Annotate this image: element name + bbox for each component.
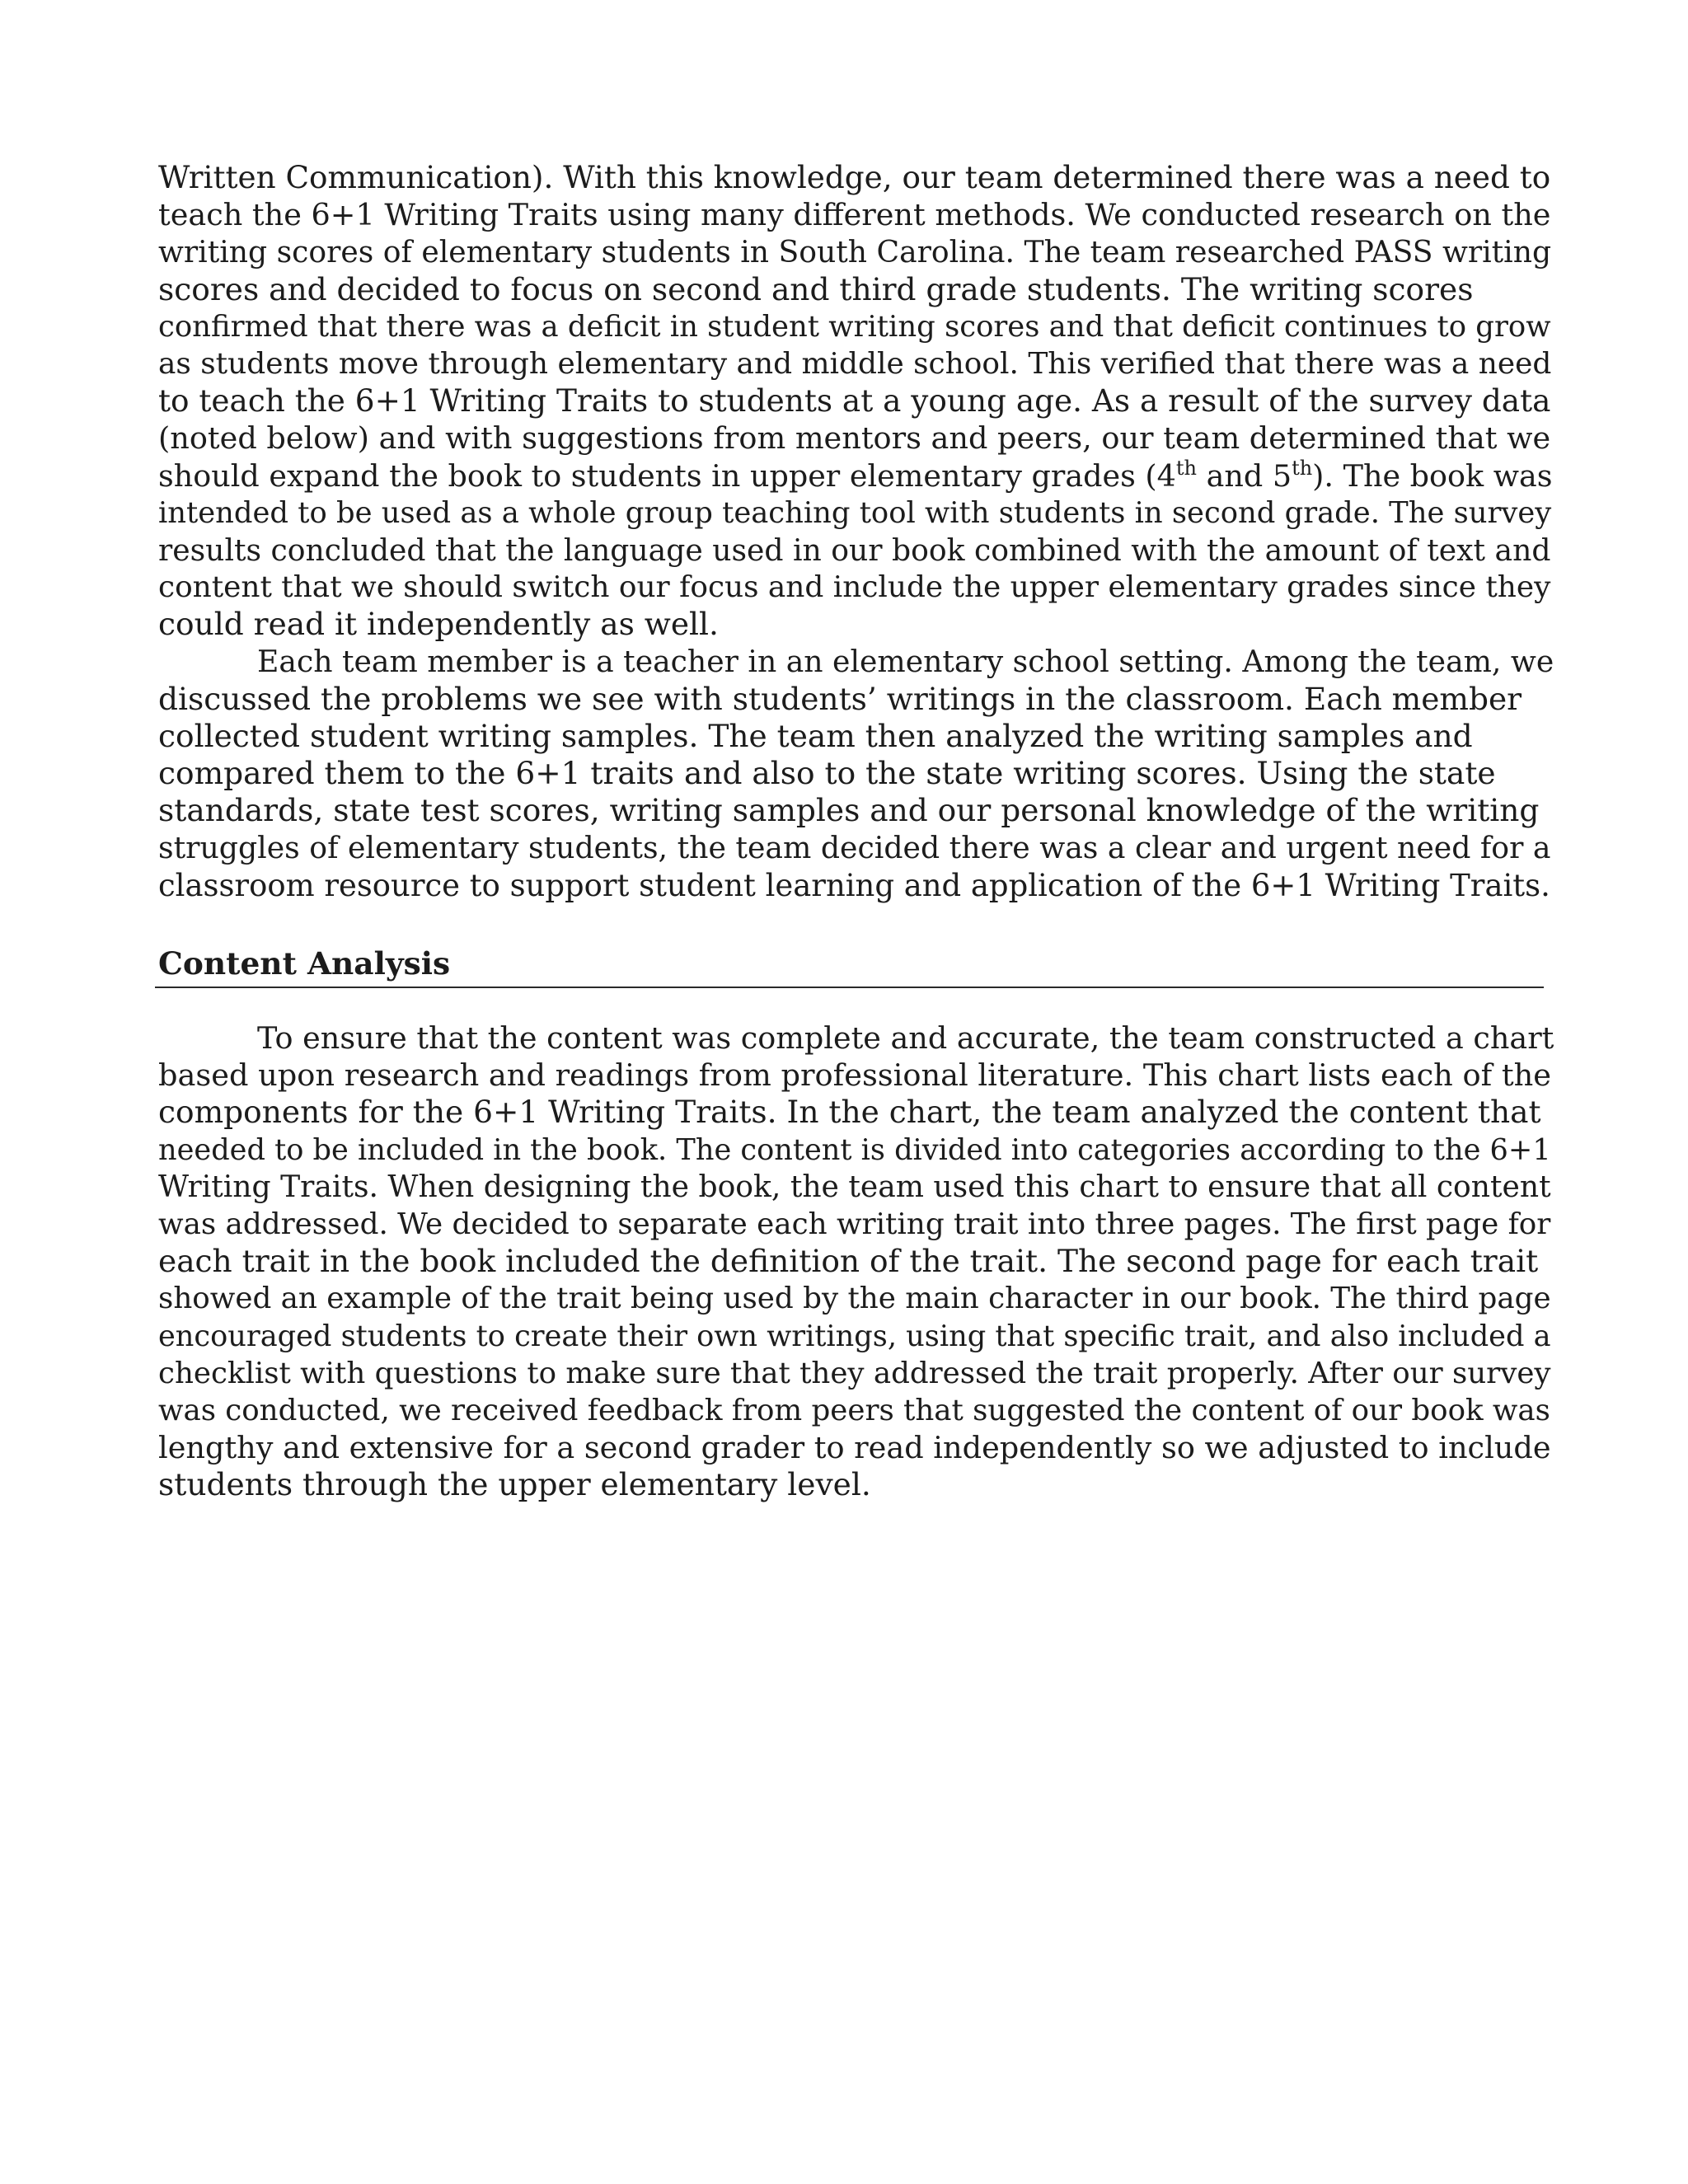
text-fragment: should expand the book to students in upper elementary grades (4 — [158, 457, 1176, 494]
text-line: (noted below) and with suggestions from mentors and peers, our team determined that we — [158, 420, 1551, 457]
text-line: Writing Traits. When designing the book, the team used this chart to ensure that all content — [158, 1169, 1551, 1204]
text-line: results concluded that the language used in our book combined with the amount of text and — [158, 532, 1551, 568]
text-line: content that we should switch our focus and include the upper elementary grades since they — [158, 570, 1551, 605]
text-line: encouraged students to create their own writings, using that specific trait, and also included a — [158, 1319, 1551, 1353]
superscript-ordinal: th — [1292, 456, 1313, 480]
text-line: checklist with questions to make sure that they addressed the trait properly. After our survey — [158, 1356, 1551, 1390]
text-line: Each team member is a teacher in an elementary school setting. Among the team, we — [257, 644, 1554, 680]
text-line: intended to be used as a whole group teaching tool with students in second grade. The survey — [158, 495, 1552, 530]
text-line: Written Communication). With this knowledge, our team determined there was a need to — [158, 159, 1551, 195]
text-line: scores and decided to focus on second and third grade students. The writing scores — [158, 270, 1474, 307]
text-line: writing scores of elementary students in South Carolina. The team researched PASS writing — [158, 234, 1552, 270]
text-line: compared them to the 6+1 traits and also to the state writing scores. Using the state — [158, 755, 1496, 791]
body-text-content-analysis — [158, 1019, 1554, 1503]
body-text-section-1 — [158, 159, 1554, 904]
text-line: standards, state test scores, writing samples and our personal knowledge of the writing — [158, 792, 1540, 829]
text-line: was addressed. We decided to separate each writing trait into three pages. The first page for — [158, 1207, 1551, 1241]
superscript-ordinal: th — [1175, 456, 1197, 480]
text-line: showed an example of the trait being used by the main character in our book. The third page — [158, 1282, 1551, 1316]
text-line: components for the 6+1 Writing Traits. In the chart, the team analyzed the content that — [158, 1094, 1541, 1131]
text-line: confirmed that there was a deficit in student writing scores and that deficit continues to grow — [158, 309, 1551, 344]
text-fragment: ). The book was — [1312, 457, 1553, 494]
text-line-with-superscripts — [158, 456, 1553, 494]
heading-underline-divider — [155, 987, 1544, 988]
text-line: To ensure that the content was complete and accurate, the team constructed a chart — [257, 1020, 1554, 1056]
text-line: was conducted, we received feedback from peers that suggested the content of our book was — [158, 1393, 1550, 1427]
text-line: struggles of elementary students, the team decided there was a clear and urgent need for a — [158, 830, 1551, 866]
text-line: could read it independently as well. — [158, 606, 719, 643]
text-line: to teach the 6+1 Writing Traits to students at a young age. As a result of the survey data — [158, 382, 1551, 419]
text-line: teach the 6+1 Writing Traits using many different methods. We conducted research on the — [158, 197, 1551, 233]
text-line: students through the upper elementary level. — [158, 1466, 871, 1503]
text-line: collected student writing samples. The team then analyzed the writing samples and — [158, 717, 1473, 754]
text-line: lengthy and extensive for a second grader to read independently so we adjusted to include — [158, 1430, 1551, 1466]
text-line: based upon research and readings from professional literature. This chart lists each of the — [158, 1057, 1551, 1094]
text-line: each trait in the book included the definition of the trait. The second page for each trait — [158, 1243, 1539, 1280]
section-heading-content-analysis: Content Analysis — [158, 945, 451, 982]
text-line: needed to be included in the book. The content is divided into categories according to the 6+1 — [158, 1132, 1551, 1167]
text-line: discussed the problems we see with students’ writings in the classroom. Each member — [158, 680, 1522, 717]
text-line: classroom resource to support student learning and application of the 6+1 Writing Traits. — [158, 867, 1550, 903]
text-line: as students move through elementary and middle school. This verified that there was a need — [158, 346, 1552, 381]
text-fragment: and 5 — [1197, 457, 1292, 494]
